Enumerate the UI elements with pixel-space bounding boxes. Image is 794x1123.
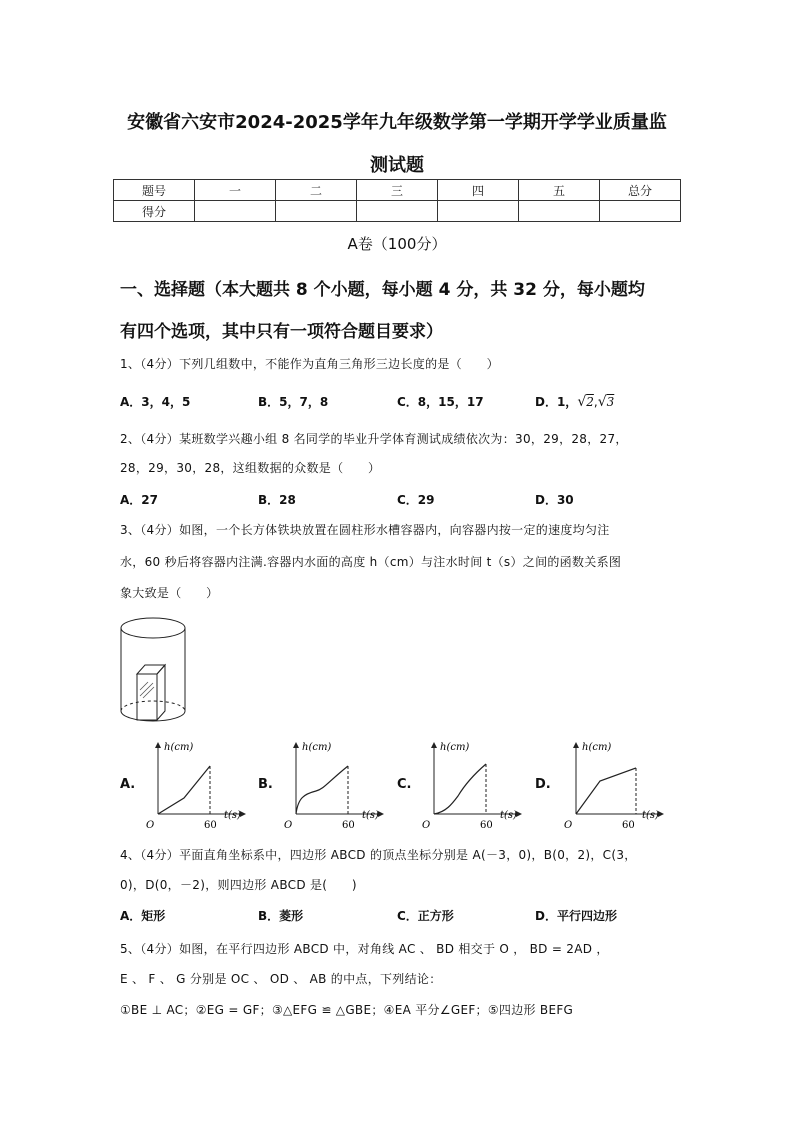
score-input-cell[interactable] bbox=[519, 201, 600, 222]
score-header-cell: 三 bbox=[357, 180, 438, 201]
axis-x-label: t(s) bbox=[500, 810, 517, 821]
question-4-line1: 4、（4分）平面直角坐标系中，四边形 ABCD 的顶点坐标分别是 A(－3，0)，B(0，2)，C(3， bbox=[120, 848, 637, 862]
q3-option-a-label[interactable]: A. bbox=[120, 777, 136, 792]
page-title-line2: 测试题 bbox=[370, 155, 424, 176]
axis-x-label: t(s) bbox=[362, 810, 379, 821]
origin-label: O bbox=[422, 820, 431, 830]
cylinder-container-figure bbox=[115, 612, 195, 727]
q1-option-b[interactable]: B．5，7，8 bbox=[258, 395, 329, 409]
score-table-header-row bbox=[114, 180, 681, 201]
score-input-cell[interactable] bbox=[600, 201, 681, 222]
question-4-line2: 0)，D(0，－2)，则四边形 ABCD 是( ) bbox=[120, 878, 357, 892]
q3-graph-a[interactable] bbox=[142, 738, 252, 830]
origin-label: O bbox=[146, 820, 155, 830]
question-1-stem: 1、（4分）下列几组数中，不能作为直角三角形三边长度的是（ ） bbox=[120, 357, 499, 371]
q2-option-c[interactable]: C．29 bbox=[397, 493, 435, 507]
score-header-cell: 总分 bbox=[600, 180, 681, 201]
question-3-line3: 象大致是（ ） bbox=[120, 586, 219, 600]
graph-a-curve bbox=[158, 766, 210, 814]
score-header-cell: 一 bbox=[195, 180, 276, 201]
score-header-cell: 五 bbox=[519, 180, 600, 201]
score-input-cell[interactable] bbox=[195, 201, 276, 222]
score-header-cell: 题号 bbox=[114, 180, 195, 201]
q4-option-a[interactable]: A．矩形 bbox=[120, 909, 166, 923]
score-table-score-row bbox=[114, 201, 681, 222]
q2-option-d[interactable]: D．30 bbox=[535, 493, 574, 507]
q4-option-c[interactable]: C．正方形 bbox=[397, 909, 454, 923]
score-row-label: 得分 bbox=[114, 201, 195, 222]
tick-60-label: 60 bbox=[204, 820, 217, 830]
origin-label: O bbox=[564, 820, 573, 830]
cylinder-bottom-back bbox=[121, 701, 185, 711]
question-2-line2: 28，29，30，28，这组数据的众数是（ ） bbox=[120, 461, 381, 475]
q3-graph-b[interactable] bbox=[280, 738, 390, 830]
origin-label: O bbox=[284, 820, 293, 830]
q2-option-b[interactable]: B．28 bbox=[258, 493, 296, 507]
question-5-line2: E 、 F 、 G 分别是 OC 、 OD 、 AB 的中点，下列结论： bbox=[120, 972, 442, 986]
question-5-line1: 5、（4分）如图，在平行四边形 ABCD 中，对角线 AC 、 BD 相交于 O ， BD = 2AD ， bbox=[120, 942, 609, 956]
q1-sqrt-3: 3 bbox=[606, 395, 615, 409]
q1-option-c[interactable]: C．8，15，17 bbox=[397, 395, 484, 409]
score-header-cell: 二 bbox=[276, 180, 357, 201]
score-input-cell[interactable] bbox=[438, 201, 519, 222]
score-input-cell[interactable] bbox=[357, 201, 438, 222]
q1-option-d-label: D．1， bbox=[535, 395, 578, 409]
axis-x-label: t(s) bbox=[642, 810, 659, 821]
axis-x-label: t(s) bbox=[224, 810, 241, 821]
score-input-cell[interactable] bbox=[276, 201, 357, 222]
tick-60-label: 60 bbox=[622, 820, 635, 830]
q4-option-b[interactable]: B．菱形 bbox=[258, 909, 304, 923]
cylinder-top bbox=[121, 618, 185, 638]
iron-block-cuboid bbox=[137, 665, 165, 720]
question-3-line2: 水，60 秒后将容器内注满.容器内水面的高度 h（cm）与注水时间 t（s）之间的函数关系图 bbox=[120, 555, 622, 569]
section1-heading-line2: 有四个选项，其中只有一项符合题目要求） bbox=[120, 322, 443, 342]
axis-y-label: h(cm) bbox=[440, 742, 470, 753]
q3-graph-c[interactable] bbox=[418, 738, 528, 830]
axis-y-label: h(cm) bbox=[164, 742, 194, 753]
sqrt-symbol: √ bbox=[577, 394, 587, 410]
tick-60-label: 60 bbox=[342, 820, 355, 830]
axis-y-label: h(cm) bbox=[302, 742, 332, 753]
section1-heading-line1: 一、选择题（本大题共 8 个小题，每小题 4 分，共 32 分，每小题均 bbox=[120, 280, 645, 300]
graph-b-curve bbox=[296, 766, 348, 814]
page-title-line1: 安徽省六安市2024-2025学年九年级数学第一学期开学学业质量监 bbox=[127, 112, 667, 133]
graph-d-curve bbox=[576, 768, 636, 814]
axis-y-label: h(cm) bbox=[582, 742, 612, 753]
q1-option-d[interactable]: D．1，√2,√3 bbox=[535, 394, 615, 410]
q2-option-a[interactable]: A．27 bbox=[120, 493, 158, 507]
q3-option-b-label[interactable]: B. bbox=[258, 777, 273, 792]
q3-graph-d[interactable] bbox=[560, 738, 670, 830]
q4-option-d[interactable]: D．平行四边形 bbox=[535, 909, 617, 923]
score-table bbox=[113, 179, 681, 222]
q3-option-c-label[interactable]: C. bbox=[397, 777, 412, 792]
question-5-line3: ①BE ⊥ AC；②EG = GF；③△EFG ≌ △GBE；④EA 平分∠GEF；⑤四边形 BEFG bbox=[120, 1003, 574, 1017]
tick-60-label: 60 bbox=[480, 820, 493, 830]
q1-option-a[interactable]: A．3，4，5 bbox=[120, 395, 191, 409]
q1-sqrt-2: 2 bbox=[586, 395, 594, 409]
question-3-line1: 3、（4分）如图，一个长方体铁块放置在圆柱形水槽容器内，向容器内按一定的速度均匀注 bbox=[120, 523, 610, 537]
q3-option-d-label[interactable]: D. bbox=[535, 777, 551, 792]
question-2-line1: 2、（4分）某班数学兴趣小组 8 名同学的毕业升学体育测试成绩依次为：30，29，28，27， bbox=[120, 432, 628, 446]
score-header-cell: 四 bbox=[438, 180, 519, 201]
graph-c-curve bbox=[434, 764, 486, 814]
part-a-heading: A卷（100分） bbox=[347, 235, 447, 253]
sqrt-symbol: √ bbox=[597, 394, 607, 410]
